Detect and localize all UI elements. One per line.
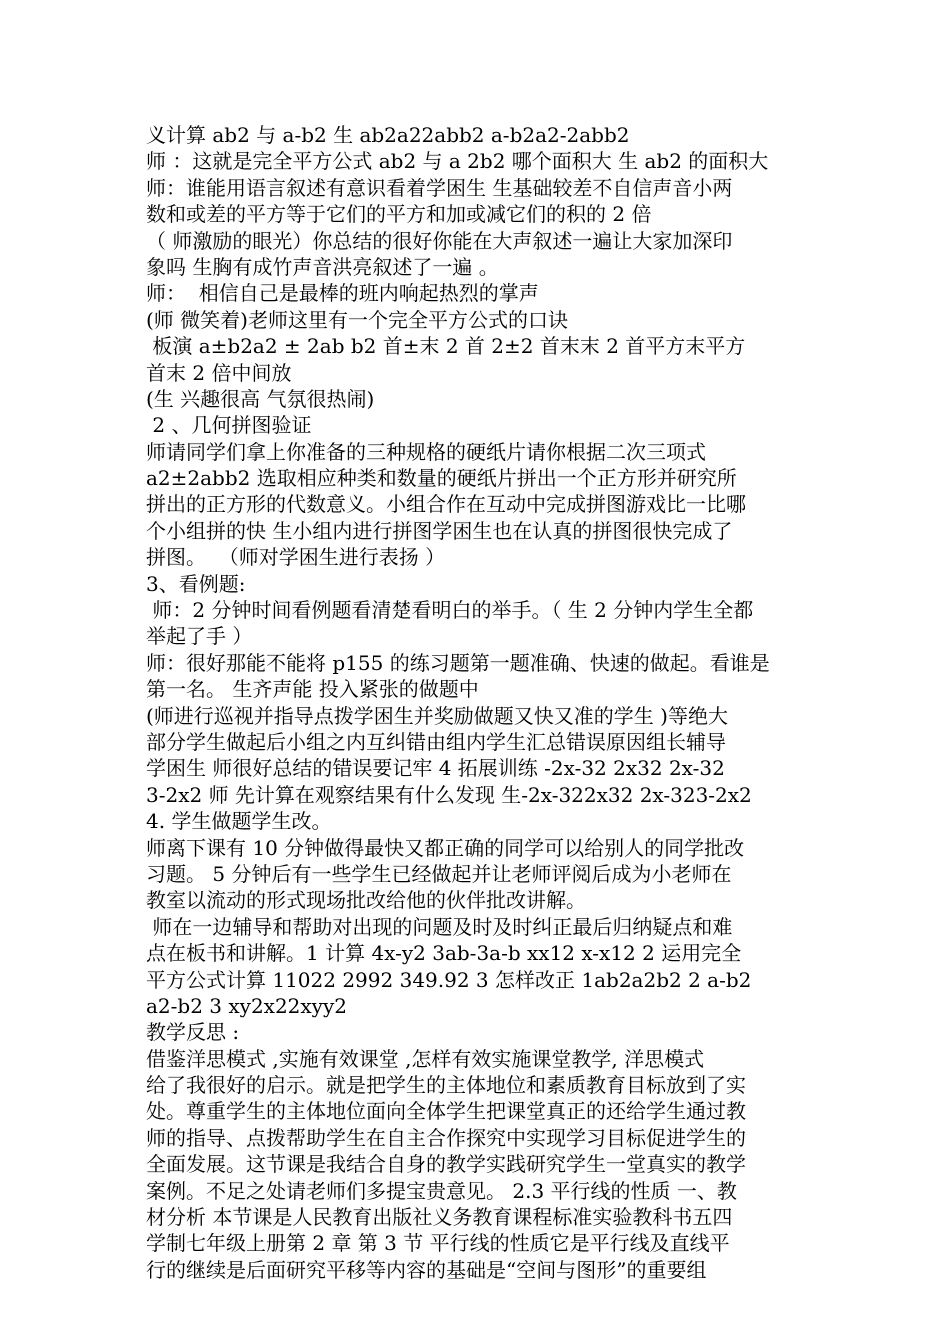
text-line: 师的指导、点拨帮助学生在自主合作探究中实现学习目标促进学生的 [146, 1125, 746, 1150]
text-line: 习题。 5 分钟后有一些学生已经做起并让老师评阅后成为小老师在 [146, 861, 732, 886]
text-line: a2±2abb2 选取相应种类和数量的硬纸片拼出一个正方形并研究所 [146, 466, 737, 491]
text-line: (师进行巡视并指导点拨学困生并奖励做题又快又准的学生 )等绝大 [146, 703, 728, 728]
text-line: (生 兴趣很高 气氛很热闹) [146, 386, 375, 411]
text-line: 教学反思 : [146, 1020, 240, 1045]
text-line: 借鉴洋思模式 ,实施有效课堂 ,怎样有效实施课堂教学, 洋思模式 [146, 1046, 705, 1071]
document-page [146, 122, 814, 1283]
text-line: 点在板书和讲解。1 计算 4x-y2 3ab-3a-b xx12 x-x12 2 运用完全 [146, 941, 742, 966]
text-line: 师请同学们拿上你准备的三种规格的硬纸片请你根据二次三项式 [146, 439, 706, 464]
text-line: 板演 a±b2a2 ± 2ab b2 首±末 2 首 2±2 首末末 2 首平方末平方 [146, 334, 746, 359]
text-line: (师 微笑着)老师这里有一个完全平方公式的口诀 [146, 307, 568, 332]
text-line: 处。尊重学生的主体地位面向全体学生把课堂真正的还给学生通过教 [146, 1099, 746, 1124]
text-line: 学制七年级上册第 2 章 第 3 节 平行线的性质它是平行线及直线平 [146, 1231, 730, 1256]
text-line: 3、看例题: [146, 571, 246, 596]
text-line: 师：很好那能不能将 p155 的练习题第一题准确、快速的做起。看谁是 [146, 650, 770, 675]
text-line: 平方公式计算 11022 2992 349.92 3 怎样改正 1ab2a2b2 2 a-b2 [146, 967, 752, 992]
text-line: 个小组拼的快 生小组内进行拼图学困生也在认真的拼图很快完成了 [146, 518, 733, 543]
text-line: 师在一边辅导和帮助对出现的问题及时及时纠正最后归纳疑点和难 [146, 914, 733, 939]
text-line: 学困生 师很好总结的错误要记牢 4 拓展训练 -2x-32 2x32 2x-32 [146, 756, 725, 781]
text-line: 师离下课有 10 分钟做得最快又都正确的同学可以给别人的同学批改 [146, 835, 745, 860]
text-line: 教室以流动的形式现场批改给他的伙伴批改讲解。 [146, 888, 586, 913]
text-line: 首末 2 倍中间放 [146, 360, 292, 385]
text-line: 师：谁能用语言叙述有意识看着学困生 生基础较差不自信声音小两 [146, 175, 733, 200]
text-line: 师 ：这就是完全平方公式 ab2 与 a 2b2 哪个面积大 生 ab2 的面积大 [146, 149, 769, 174]
text-line: 师：2 分钟时间看例题看清楚看明白的举手。（ 生 2 分钟内学生全都 [146, 598, 754, 623]
text-line: 部分学生做起后小组之内互纠错由组内学生汇总错误原因组长辅导 [146, 729, 726, 754]
text-line: 举起了手 ） [146, 624, 253, 649]
text-line: 给了我很好的启示。就是把学生的主体地位和素质教育目标放到了实 [146, 1073, 746, 1098]
text-line: 师： 相信自己是最棒的班内响起热烈的掌声 [146, 281, 539, 306]
text-line: 拼出的正方形的代数意义。小组合作在互动中完成拼图游戏比一比哪 [146, 492, 746, 517]
text-line: 材分析 本节课是人民教育出版社义务教育课程标准实验教科书五四 [146, 1205, 733, 1230]
text-line: 义计算 ab2 与 a-b2 生 ab2a22abb2 a-b2a2-2abb2 [146, 123, 630, 147]
text-line: 象吗 生胸有成竹声音洪亮叙述了一遍 。 [146, 254, 499, 279]
text-line: 数和或差的平方等于它们的平方和加或减它们的积的 2 倍 [146, 202, 652, 227]
text-line: 行的继续是后面研究平移等内容的基础是“空间与图形”的重要组 [146, 1257, 707, 1282]
text-line: 案例。不足之处请老师们多提宝贵意见。 2.3 平行线的性质 一、教 [146, 1178, 737, 1203]
text-line: （ 师激励的眼光）你总结的很好你能在大声叙述一遍让大家加深印 [146, 228, 733, 253]
text-line: 拼图。 （师对学困生进行表扬 ） [146, 545, 446, 570]
text-line: 第一名。 生齐声能 投入紧张的做题中 [146, 677, 479, 702]
text-line: a2-b2 3 xy2x22xyy2 [146, 993, 348, 1018]
text-line: 全面发展。这节课是我结合自身的教学实践研究学生一堂真实的教学 [146, 1152, 746, 1177]
text-line: 2 、几何拼图验证 [146, 413, 312, 438]
text-line: 3-2x2 师 先计算在观察结果有什么发现 生-2x-322x32 2x-323-2x2 [146, 782, 752, 807]
text-line: 4. 学生做题学生改。 [146, 809, 332, 834]
